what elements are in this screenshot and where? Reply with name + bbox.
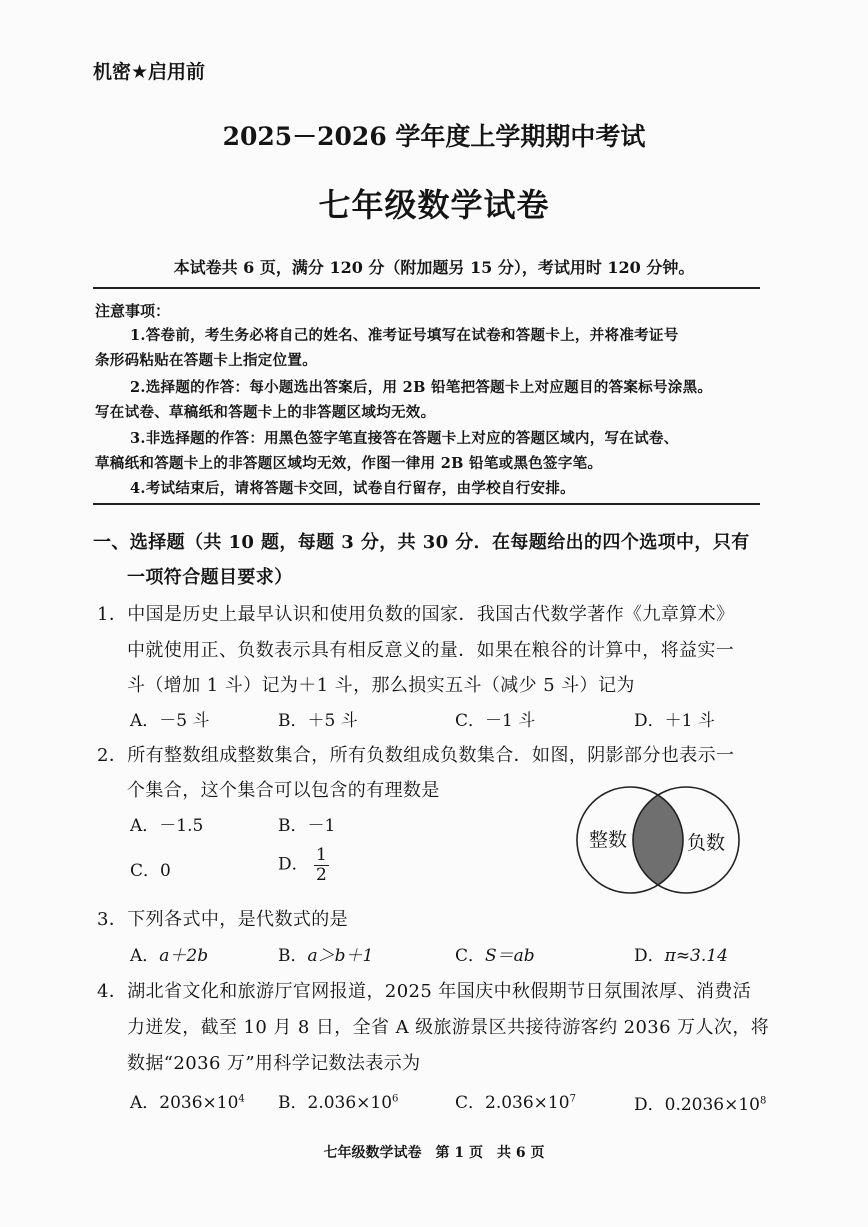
option-label: C． xyxy=(455,1093,486,1113)
q2-text: 个集合，这个集合可以包含的有理数是 xyxy=(127,780,440,801)
q3-expr-a: a＋2b xyxy=(159,946,209,966)
venn-right-label: 负数 xyxy=(686,832,726,854)
note-line: 4.考试结束后，请将答题卡交回，试卷自行留存，由学校自行安排。 xyxy=(130,480,575,497)
q4-option-a xyxy=(130,1088,245,1113)
option-exponent: 8 xyxy=(760,1095,767,1107)
option-label: C． xyxy=(455,946,486,966)
q4-option-d xyxy=(634,1090,766,1115)
note-line: 2.选择题的作答：每小题选出答案后，用 2B 铅笔把答题卡上对应题目的答案标号涂黑。 xyxy=(130,379,713,396)
option-label: D． xyxy=(634,1095,665,1115)
option-base: 0.2036×10 xyxy=(664,1095,760,1115)
q2-option-c: C．0 xyxy=(130,861,171,881)
fraction-denominator: 2 xyxy=(316,864,327,885)
option-label: B． xyxy=(278,946,308,966)
option-base: 2036×10 xyxy=(159,1093,239,1113)
q3-option-a xyxy=(130,941,208,966)
q1-option-d: D．＋1 斗 xyxy=(634,711,715,731)
bottom-rule xyxy=(93,503,760,505)
note-line: 写在试卷、草稿纸和答题卡上的非答题区域均无效。 xyxy=(95,404,436,421)
q3-option-b xyxy=(278,941,373,966)
q3-expr-c: S＝ab xyxy=(485,946,535,966)
option-label: D． xyxy=(634,946,665,966)
q2-option-b: B．－1 xyxy=(278,816,336,836)
q2-option-d-label: D． xyxy=(278,854,309,875)
q1-option-b: B．＋5 斗 xyxy=(278,711,358,731)
option-label: A． xyxy=(130,946,160,966)
note-line: 1.答卷前，考生务必将自己的姓名、准考证号填写在试卷和答题卡上，并将准考证号 xyxy=(130,327,679,344)
option-exponent: 4 xyxy=(238,1093,245,1105)
venn-diagram xyxy=(568,785,748,897)
note-line: 条形码粘贴在答题卡上指定位置。 xyxy=(95,352,317,369)
note-line: 草稿纸和答题卡上的非答题区域均无效，作图一律用 2B 铅笔或黑色签字笔。 xyxy=(95,455,603,472)
exam-title: 2025－2026 学年度上学期期中考试 xyxy=(222,122,646,151)
q3-expr-d: π≈3.14 xyxy=(664,946,728,966)
section-title: 一、选择题（共 10 题，每题 3 分，共 30 分．在每题给出的四个选项中，只有 xyxy=(93,532,750,553)
top-rule xyxy=(93,287,760,289)
option-label: A． xyxy=(130,1093,160,1113)
q3-option-c xyxy=(455,941,535,966)
q1-option-a: A．－5 斗 xyxy=(130,711,210,731)
q2-option-a: A．－1.5 xyxy=(130,816,204,836)
confidential-mark: 机密★启用前 xyxy=(93,61,206,83)
q2-text: 2．所有整数组成整数集合，所有负数组成负数集合．如图，阴影部分也表示一 xyxy=(97,745,735,766)
fraction xyxy=(314,846,329,884)
q2-option-d xyxy=(278,846,329,884)
q3-option-d xyxy=(634,941,728,966)
q3-text: 3．下列各式中，是代数式的是 xyxy=(97,909,349,930)
q4-text: 4．湖北省文化和旅游厅官网报道，2025 年国庆中秋假期节日氛围浓厚、消费活 xyxy=(97,981,752,1002)
q3-expr-b: a＞b＋1 xyxy=(307,946,374,966)
page-footer: 七年级数学试卷 第 1 页 共 6 页 xyxy=(323,1145,545,1161)
q1-option-c: C．－1 斗 xyxy=(455,711,536,731)
q1-text: 斗（增加 1 斗）记为＋1 斗，那么损实五斗（减少 5 斗）记为 xyxy=(127,675,635,696)
fraction-numerator: 1 xyxy=(316,845,327,865)
q1-text: 1．中国是历史上最早认识和使用负数的国家．我国古代数学著作《九章算术》 xyxy=(97,604,735,625)
note-line: 3.非选择题的作答：用黑色签字笔直接答在答题卡上对应的答题区域内，写在试卷、 xyxy=(130,430,679,447)
option-label: B． xyxy=(278,1093,308,1113)
section-title-cont: 一项符合题目要求） xyxy=(127,567,293,588)
q1-text: 中就使用正、负数表示具有相反意义的量．如果在粮谷的计算中，将益实一 xyxy=(127,640,735,661)
option-base: 2.036×10 xyxy=(307,1093,393,1113)
q4-option-b xyxy=(278,1088,398,1113)
notes-heading: 注意事项： xyxy=(95,302,171,320)
exam-info: 本试卷共 6 页，满分 120 分（附加题另 15 分），考试用时 120 分钟。 xyxy=(173,258,695,277)
option-exponent: 6 xyxy=(392,1093,399,1105)
q4-text: 数据“2036 万”用科学记数法表示为 xyxy=(127,1053,421,1074)
option-base: 2.036×10 xyxy=(485,1093,570,1113)
venn-left-label: 整数 xyxy=(588,829,628,851)
q4-text: 力迸发，截至 10 月 8 日，全省 A 级旅游景区共接待游客约 2036 万人次，将 xyxy=(127,1017,770,1038)
paper-title: 七年级数学试卷 xyxy=(318,186,550,224)
q4-option-c xyxy=(455,1088,576,1113)
option-exponent: 7 xyxy=(569,1093,576,1105)
